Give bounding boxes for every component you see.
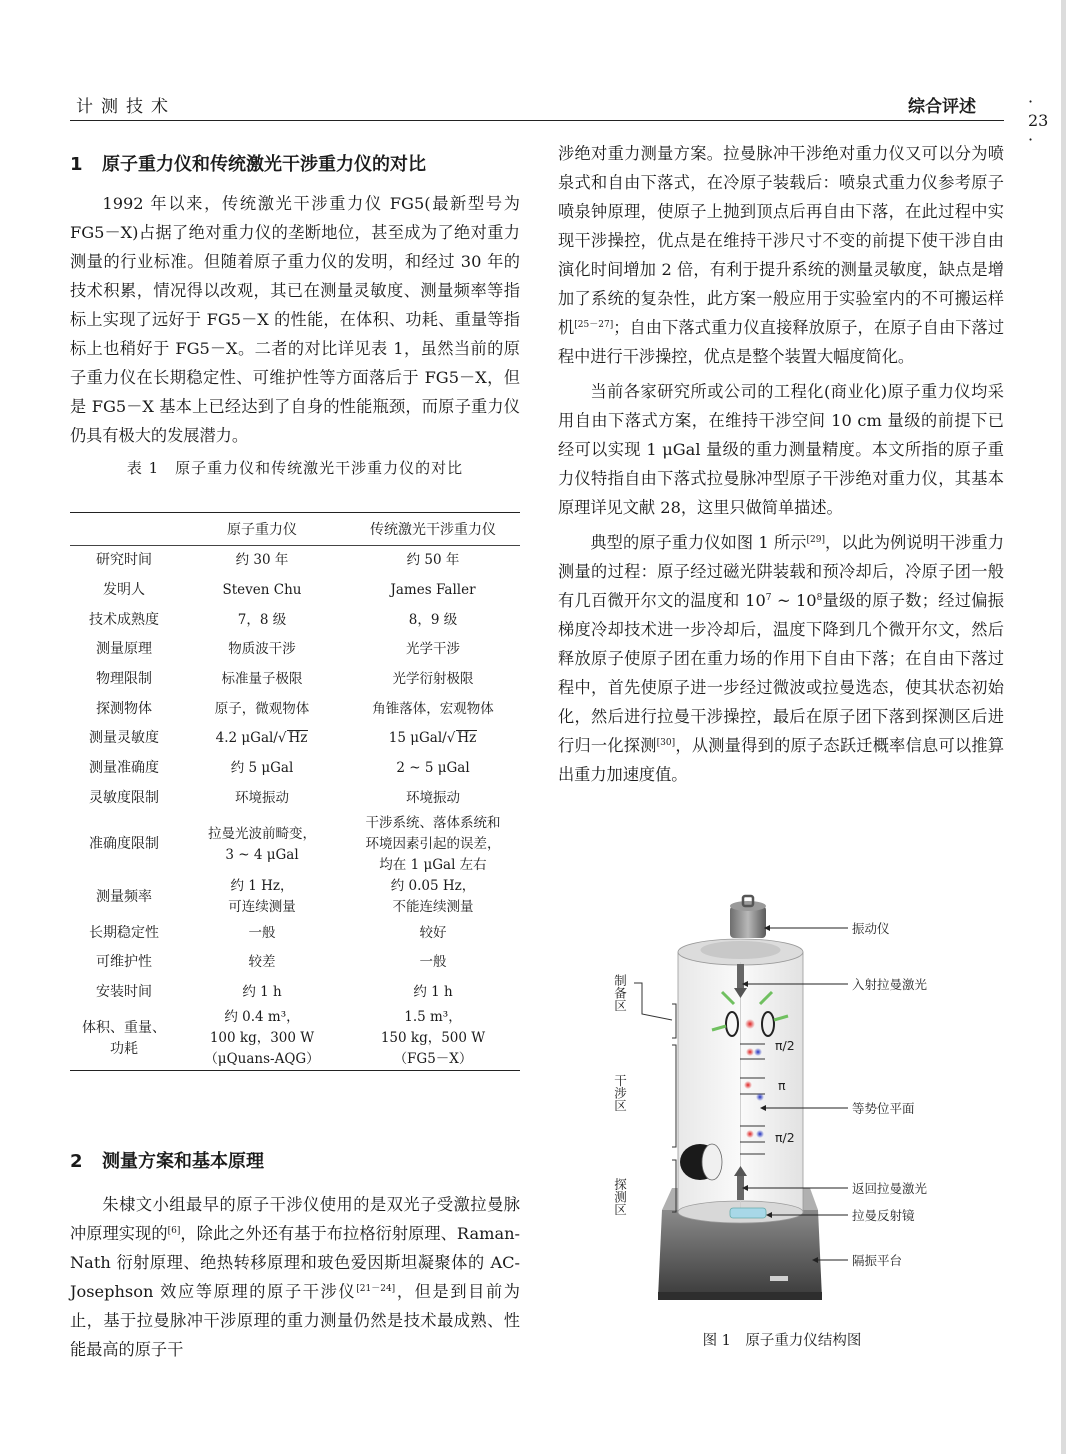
section-2-heading: 2 测量方案和基本原理 [70, 1151, 264, 1172]
table-cell: 较差 [248, 954, 276, 971]
table-row [70, 784, 520, 814]
label-return-raman: 返回拉曼激光 [852, 1181, 928, 1196]
table-cell: 8，9 级 [408, 611, 458, 628]
pulse-label-pi-half-bottom: π/2 [775, 1130, 795, 1145]
section-2-paragraph: 朱棣文小组最早的原子干涉仪使用的是双光子受激拉曼脉冲原理实现的[6]，除此之外还有基于布拉格衍射原理、Raman-Nath 衍射原理、绝热转移原理和玻色爱因斯坦凝聚体的 AC-Josephson 效应等原理的原子干涉仪[21－24]，但是到目前为止，基于拉曼脉冲干涉原理的重力测量仍然是技术最成熟、性能最高的原子干 [70, 1195, 521, 1359]
table-row [70, 576, 520, 606]
table-row-label: 测量频率 [96, 888, 152, 905]
sqrt-hz: Hz [288, 730, 308, 747]
section-1-heading: 1 原子重力仪和传统激光干涉重力仪的对比 [70, 154, 426, 175]
page-number: · 23 · [1028, 92, 1049, 149]
left-column-top [70, 150, 520, 482]
table-cell: 约 5 μGal [230, 760, 294, 777]
seismometer [730, 896, 766, 938]
table-cell: 4.2 μGal/√ Hz [215, 730, 308, 747]
table-row [70, 1007, 520, 1071]
label-equal-potential: 等势位平面 [852, 1101, 915, 1116]
table-header-row [70, 513, 520, 546]
table-row-label: 测量灵敏度 [89, 730, 159, 747]
right-column [558, 139, 1004, 789]
table-cell: 2 ~ 5 μGal [396, 760, 470, 777]
zone-label-prep: 制备区 [612, 974, 628, 1012]
table-row [70, 635, 520, 665]
table-cell: 约 1 Hz， 可连续测量 [228, 878, 296, 916]
table-cell: 约 1 h [413, 983, 453, 1000]
sqrt-symbol: √ [277, 730, 287, 747]
detector [680, 1144, 722, 1180]
table-cell: 较好 [419, 924, 447, 941]
table-1-caption: 表 1 原子重力仪和传统激光干涉重力仪的对比 [126, 459, 464, 477]
table-row-label: 探测物体 [96, 700, 152, 717]
table-cell: 1.5 m³， 150 kg，500 W （FG5－X） [380, 1009, 486, 1068]
table-cell: 约 0.4 m³， 100 kg，300 W （μQuans-AQG） [204, 1009, 320, 1068]
table-cell: 约 0.05 Hz， 不能连续测量 [390, 878, 476, 916]
left-column-bottom [70, 1147, 520, 1364]
table-body [70, 546, 520, 1071]
table-cell: 原子，微观物体 [214, 700, 310, 717]
table-cell: 7，8 级 [237, 611, 287, 628]
raman-mirror [730, 1208, 766, 1218]
table-row-label: 物理限制 [96, 671, 152, 688]
table-row [70, 978, 520, 1008]
table-cell: 光学干涉 [406, 641, 460, 658]
table-row-label: 安装时间 [96, 983, 152, 1000]
citation: [29] [806, 535, 825, 545]
section-2-title: 测量方案和基本原理 [102, 1151, 264, 1172]
table-row-label: 发明人 [103, 582, 145, 599]
zone-label-interference: 干涉区 [612, 1074, 628, 1112]
zone-brackets [634, 983, 676, 1212]
table-row [70, 754, 520, 784]
right-paragraph-1: 涉绝对重力测量方案。拉曼脉冲干涉绝对重力仪又可以分为喷泉式和自由下落式，在冷原子装载后：喷泉式重力仪参考原子喷泉钟原理，使原子上抛到顶点后再自由下落，在此过程中实现干涉操控，优点是在维持干涉尺寸不变的前提下使干涉自由演化时间增加 2 倍，有利于提升系统的测量灵敏度，缺点是增加了系统的复杂性，此方案一般应用于实验室内的不可搬运样机[25－27]；自由下落式重力仪直接释放原子，在原子自由下落过程中进行干涉操控，优点是整个装置大幅度简化。 [558, 144, 1005, 366]
table-row [70, 724, 520, 754]
table-cell: 一般 [248, 924, 276, 941]
exponent: 8 [816, 593, 823, 603]
exponent: 7 [765, 593, 772, 603]
header-rule [70, 120, 1004, 121]
table-cell: 环境振动 [406, 789, 460, 806]
label-isolation-platform: 隔振平台 [852, 1253, 903, 1268]
table-row-label: 研究时间 [96, 552, 152, 569]
table-row-label: 测量准确度 [89, 760, 159, 777]
label-raman-mirror: 拉曼反射镜 [852, 1208, 915, 1223]
right-paragraph-3: 典型的原子重力仪如图 1 所示[29]，以此为例说明干涉重力测量的过程：原子经过磁光阱装载和预冷却后，冷原子团一般有几百微开尔文的温度和 $10^7$ ~ $10^8$量级的原子数；经过偏振梯度冷却技术进一步冷却后，温度下降到几个微开尔文，然后释放原子使原子团在重力场的作用下自由下落；在自由下落过程中，首先使原子进一步经过微波或拉曼选态，使其状态初始化，然后进行拉曼干涉操控，最后在原子团下落到探测区后进行归一化探测[30]，从测量得到的原子态跃迁概率信息可以推算出重力加速度值。 [558, 533, 1005, 784]
citation: [25－27] [574, 320, 614, 330]
table-row [70, 605, 520, 635]
table-row-label: 体积、重量、 功耗 [82, 1019, 166, 1057]
table-row [70, 694, 520, 724]
pulse-label-pi: π [778, 1078, 786, 1093]
table-header-cell: 原子重力仪 [178, 513, 346, 546]
table-row-label: 测量原理 [96, 641, 152, 658]
table-row [70, 665, 520, 695]
figure-1-caption: 图 1 原子重力仪结构图 [702, 1333, 862, 1349]
citation: [21－24] [356, 1284, 396, 1294]
table-cell: 约 50 年 [406, 552, 460, 569]
table-row-label: 技术成熟度 [89, 611, 159, 628]
table-row-label: 可维护性 [96, 954, 152, 971]
table-cell: 约 1 h [242, 983, 282, 1000]
comparison-table [70, 512, 520, 1071]
section-label: 综合评述 [908, 97, 976, 117]
table-cell: James Faller [390, 582, 476, 599]
sqrt-hz: Hz [457, 730, 477, 747]
journal-name: 计测技术 [76, 97, 176, 117]
table-row-label: 灵敏度限制 [89, 789, 159, 806]
table-header-cell: 传统激光干涉重力仪 [346, 513, 520, 546]
table-cell: 标准量子极限 [221, 671, 303, 688]
page-edge [1061, 0, 1066, 1454]
label-seismometer: 振动仪 [852, 921, 890, 936]
pulse-label-pi-half-top: π/2 [775, 1038, 795, 1053]
table-row [70, 546, 520, 576]
table-cell: 环境振动 [235, 789, 289, 806]
citation: [6] [167, 1226, 181, 1236]
zone-label-detection: 探测区 [612, 1178, 628, 1216]
table-row [70, 813, 520, 876]
table-cell: 光学衍射极限 [392, 671, 474, 688]
table-row [70, 948, 520, 978]
sqrt-symbol: √ [446, 730, 456, 747]
table-row-label: 长期稳定性 [89, 924, 159, 941]
citation: [30] [656, 738, 676, 748]
section-1-paragraph: 1992 年以来，传统激光干涉重力仪 FG5(最新型号为 FG5－X)占据了绝对重力仪的垄断地位，甚至成为了绝对重力测量的行业标准。但随着原子重力仪的发明，和经过 30 年的技术积累，情况得以改观，其已在测量灵敏度、测量频率等指标上实现了远好于 FG5－X 的性能，在体积、功耗、重量等指标上也稍好于 FG5－X。二者的对比详见表 1，虽然当前的原子重力仪在长期稳定性、可维护性等方面落后于 FG5－X，但是 FG5－X 基本上已经达到了自身的性能瓶颈，而原子重力仪仍具有极大的发展潜力。 [70, 194, 520, 445]
label-incident-raman: 入射拉曼激光 [852, 977, 928, 992]
table-cell: 一般 [419, 954, 447, 971]
table-cell: 干涉系统、落体系统和 环境因素引起的误差， 均在 1 μGal 左右 [365, 815, 501, 874]
table-cell: Steven Chu [222, 582, 302, 599]
table-row [70, 918, 520, 948]
table-cell: 拉曼光波前畸变， 3 ~ 4 μGal [208, 825, 316, 863]
table-cell: 角锥落体，宏观物体 [372, 700, 494, 717]
table-cell: 约 30 年 [235, 552, 289, 569]
page-header [70, 92, 1049, 149]
table-row [70, 876, 520, 918]
table-header-cell [70, 513, 178, 546]
gravimeter-structure-figure [600, 892, 1000, 1312]
right-paragraph-2: 当前各家研究所或公司的工程化(商业化)原子重力仪均采用自由下落式方案，在维持干涉空间 10 cm 量级的前提下已经可以实现 1 μGal 量级的重力测量精度。本文所指的原子重力仪特指自由下落式拉曼脉冲型原子干涉绝对重力仪，其基本原理详见文献 28，这里只做简单描述。 [558, 382, 1004, 517]
table-row-label: 准确度限制 [89, 836, 159, 853]
table-cell: 物质波干涉 [228, 641, 296, 658]
table-cell: 15 μGal/√ Hz [388, 730, 477, 747]
section-1-title: 原子重力仪和传统激光干涉重力仪的对比 [102, 154, 426, 175]
